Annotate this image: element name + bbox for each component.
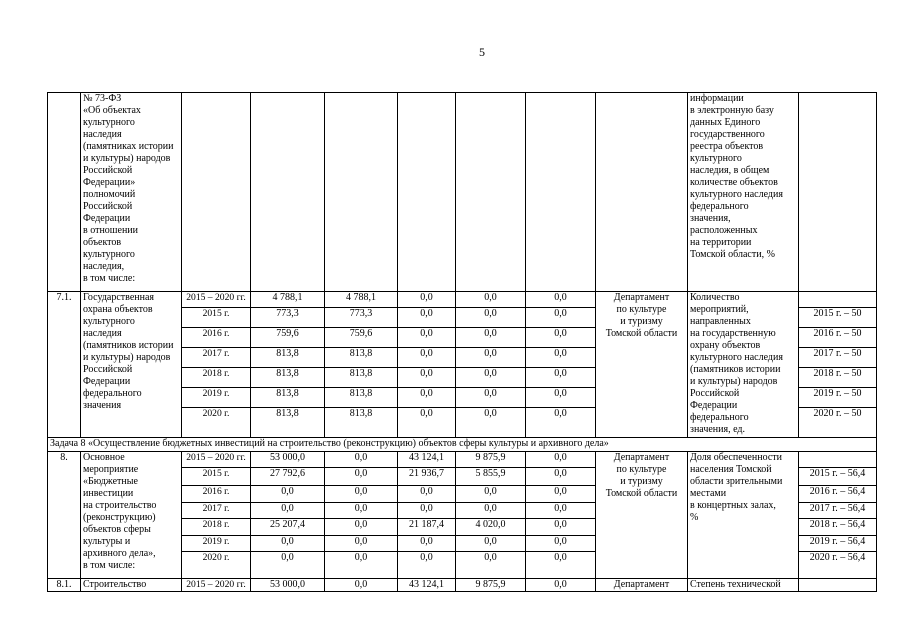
- local-budget-cell: 9 875,9: [456, 452, 526, 468]
- total-cell: 4 788,1: [251, 292, 325, 308]
- period-cell: [182, 93, 251, 292]
- indicator-cell: Степень технической: [688, 579, 799, 592]
- total-cell: 813,8: [251, 368, 325, 388]
- name-cell: Строительство: [81, 579, 182, 592]
- extrabudget-cell: 0,0: [526, 486, 596, 503]
- regional-budget-cell: 0,0: [398, 536, 456, 552]
- federal-budget-cell: 813,8: [325, 388, 398, 408]
- extrabudget-cell: 0,0: [526, 292, 596, 308]
- number-cell: [48, 93, 81, 292]
- extrabudget-cell: 0,0: [526, 519, 596, 536]
- total-cell: 813,8: [251, 408, 325, 438]
- executor-cell: [596, 93, 688, 292]
- extrabudget-cell: 0,0: [526, 308, 596, 328]
- number-cell: 7.1.: [48, 292, 81, 438]
- federal-budget-cell: 4 788,1: [325, 292, 398, 308]
- table-row-continued: [48, 93, 877, 292]
- program-table: [47, 92, 877, 592]
- period-cell: 2018 г.: [182, 519, 251, 536]
- regional-budget-cell: 0,0: [398, 292, 456, 308]
- regional-budget-cell: 21 936,7: [398, 468, 456, 486]
- total-cell: 813,8: [251, 348, 325, 368]
- regional-budget-cell: 0,0: [398, 486, 456, 503]
- regional-budget-cell: [398, 93, 456, 292]
- regional-budget-cell: 43 124,1: [398, 579, 456, 592]
- target-value-cell: 2019 г. – 50: [799, 388, 877, 408]
- federal-budget-cell: 813,8: [325, 348, 398, 368]
- federal-budget-cell: [325, 93, 398, 292]
- task-heading-row: [48, 438, 877, 452]
- executor-cell: Департамент: [596, 579, 688, 592]
- regional-budget-cell: 0,0: [398, 388, 456, 408]
- period-cell: 2016 г.: [182, 486, 251, 503]
- local-budget-cell: 0,0: [456, 348, 526, 368]
- regional-budget-cell: 0,0: [398, 348, 456, 368]
- total-cell: 0,0: [251, 503, 325, 519]
- local-budget-cell: 4 020,0: [456, 519, 526, 536]
- target-value-cell: 2015 г. – 56,4: [799, 468, 877, 486]
- local-budget-cell: 5 855,9: [456, 468, 526, 486]
- regional-budget-cell: 0,0: [398, 368, 456, 388]
- federal-budget-cell: 0,0: [325, 519, 398, 536]
- extrabudget-cell: 0,0: [526, 328, 596, 348]
- local-budget-cell: 0,0: [456, 503, 526, 519]
- extrabudget-cell: [526, 93, 596, 292]
- extrabudget-cell: 0,0: [526, 452, 596, 468]
- indicator-cell: Количество мероприятий, направленных на государственную охрану объектов культурного наследия (памятников истории и культуры) народов Российской Федерации федерального значения, ед.: [688, 292, 799, 438]
- federal-budget-cell: 813,8: [325, 408, 398, 438]
- total-cell: 25 207,4: [251, 519, 325, 536]
- target-value-cell: 2018 г. – 50: [799, 368, 877, 388]
- page-number: 5: [479, 45, 485, 59]
- target-value-cell: [799, 452, 877, 468]
- name-cell: Основное мероприятие «Бюджетные инвестиции на строительство (реконструкцию) объектов сферы культуры и архивного дела», в том числе:: [81, 452, 182, 579]
- regional-budget-cell: 43 124,1: [398, 452, 456, 468]
- regional-budget-cell: 0,0: [398, 408, 456, 438]
- period-cell: 2015 – 2020 гг.: [182, 579, 251, 592]
- target-value-cell: 2017 г. – 56,4: [799, 503, 877, 519]
- period-cell: 2017 г.: [182, 503, 251, 519]
- extrabudget-cell: 0,0: [526, 348, 596, 368]
- name-cell: № 73-ФЗ «Об объектах культурного наследия (памятниках истории и культуры) народов Российской Федерации» полномочий Российской Федерации в отношении объектов культурного наследия, в том числе:: [81, 93, 182, 292]
- federal-budget-cell: 0,0: [325, 468, 398, 486]
- period-cell: 2019 г.: [182, 388, 251, 408]
- total-cell: 0,0: [251, 536, 325, 552]
- regional-budget-cell: 21 187,4: [398, 519, 456, 536]
- target-value-cell: 2018 г. – 56,4: [799, 519, 877, 536]
- name-cell: Государственная охрана объектов культурного наследия (памятников истории и культуры) народов Российской Федерации федерального значения: [81, 292, 182, 438]
- regional-budget-cell: 0,0: [398, 503, 456, 519]
- extrabudget-cell: 0,0: [526, 368, 596, 388]
- federal-budget-cell: 773,3: [325, 308, 398, 328]
- federal-budget-cell: 0,0: [325, 503, 398, 519]
- total-cell: 759,6: [251, 328, 325, 348]
- target-value-cell: [799, 579, 877, 592]
- local-budget-cell: 0,0: [456, 328, 526, 348]
- target-value-cell: 2015 г. – 50: [799, 308, 877, 328]
- extrabudget-cell: 0,0: [526, 536, 596, 552]
- target-value-cell: [799, 93, 877, 292]
- extrabudget-cell: 0,0: [526, 388, 596, 408]
- period-cell: 2020 г.: [182, 552, 251, 579]
- period-cell: 2020 г.: [182, 408, 251, 438]
- federal-budget-cell: 0,0: [325, 486, 398, 503]
- target-value-cell: 2020 г. – 50: [799, 408, 877, 438]
- extrabudget-cell: 0,0: [526, 503, 596, 519]
- local-budget-cell: 0,0: [456, 486, 526, 503]
- extrabudget-cell: 0,0: [526, 408, 596, 438]
- period-cell: 2016 г.: [182, 328, 251, 348]
- target-value-cell: 2019 г. – 56,4: [799, 536, 877, 552]
- table-row-8-1: [48, 579, 877, 592]
- regional-budget-cell: 0,0: [398, 308, 456, 328]
- federal-budget-cell: 0,0: [325, 452, 398, 468]
- extrabudget-cell: 0,0: [526, 552, 596, 579]
- total-cell: 53 000,0: [251, 452, 325, 468]
- table-row-8: [48, 452, 877, 468]
- federal-budget-cell: 813,8: [325, 368, 398, 388]
- indicator-cell: информации в электронную базу данных Единого государственного реестра объектов культурного наследия, в общем количестве объектов культурного наследия федерального значения, расположенных на территории Томской области, %: [688, 93, 799, 292]
- federal-budget-cell: 0,0: [325, 579, 398, 592]
- period-cell: 2015 г.: [182, 468, 251, 486]
- target-value-cell: 2017 г. – 50: [799, 348, 877, 368]
- period-cell: 2015 г.: [182, 308, 251, 328]
- total-cell: 773,3: [251, 308, 325, 328]
- task-heading: Задача 8 «Осуществление бюджетных инвестиций на строительство (реконструкцию) объектов сферы культуры и архивного дела»: [48, 438, 877, 452]
- period-cell: 2017 г.: [182, 348, 251, 368]
- period-cell: 2015 – 2020 гг.: [182, 292, 251, 308]
- total-cell: 0,0: [251, 486, 325, 503]
- local-budget-cell: 0,0: [456, 536, 526, 552]
- target-value-cell: 2016 г. – 56,4: [799, 486, 877, 503]
- regional-budget-cell: 0,0: [398, 552, 456, 579]
- local-budget-cell: [456, 93, 526, 292]
- target-value-cell: [799, 292, 877, 308]
- local-budget-cell: 0,0: [456, 408, 526, 438]
- period-cell: 2019 г.: [182, 536, 251, 552]
- federal-budget-cell: 0,0: [325, 552, 398, 579]
- indicator-cell: Доля обеспеченности населения Томской области зрительными местами в концертных залах, %: [688, 452, 799, 579]
- target-value-cell: 2016 г. – 50: [799, 328, 877, 348]
- executor-cell: Департамент по культуре и туризму Томской области: [596, 292, 688, 438]
- period-cell: 2015 – 2020 гг.: [182, 452, 251, 468]
- local-budget-cell: 0,0: [456, 552, 526, 579]
- total-cell: 813,8: [251, 388, 325, 408]
- local-budget-cell: 0,0: [456, 388, 526, 408]
- extrabudget-cell: 0,0: [526, 468, 596, 486]
- total-cell: 53 000,0: [251, 579, 325, 592]
- regional-budget-cell: 0,0: [398, 328, 456, 348]
- period-cell: 2018 г.: [182, 368, 251, 388]
- total-cell: [251, 93, 325, 292]
- local-budget-cell: 0,0: [456, 368, 526, 388]
- total-cell: 0,0: [251, 552, 325, 579]
- local-budget-cell: 0,0: [456, 292, 526, 308]
- executor-cell: Департамент по культуре и туризму Томской области: [596, 452, 688, 579]
- number-cell: 8.: [48, 452, 81, 579]
- number-cell: 8.1.: [48, 579, 81, 592]
- extrabudget-cell: 0,0: [526, 579, 596, 592]
- local-budget-cell: 9 875,9: [456, 579, 526, 592]
- target-value-cell: 2020 г. – 56,4: [799, 552, 877, 579]
- federal-budget-cell: 0,0: [325, 536, 398, 552]
- local-budget-cell: 0,0: [456, 308, 526, 328]
- table-row-7-1: [48, 292, 877, 308]
- federal-budget-cell: 759,6: [325, 328, 398, 348]
- total-cell: 27 792,6: [251, 468, 325, 486]
